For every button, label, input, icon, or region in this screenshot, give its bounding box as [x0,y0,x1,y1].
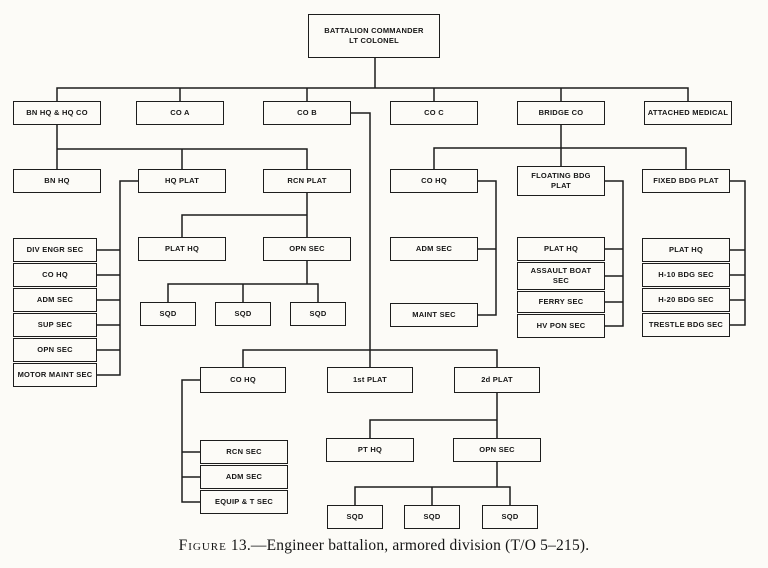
org-box-co-b-co-hq [200,367,286,393]
org-box-rcn-plat-hq [138,237,226,261]
box-label: SQD [501,512,519,522]
box-label: RCN PLAT [287,176,327,186]
org-box-co-a [136,101,224,125]
org-box-2d-plat [454,367,540,393]
box-label: OPN SEC [37,345,73,355]
org-box-div-engr-sec [13,238,97,262]
box-label: CO HQ [421,176,447,186]
box-label: 1st PLAT [353,375,387,385]
org-box-co-b-adm-sec [200,465,288,489]
org-box-2d-plat-opn-sec [453,438,541,462]
box-label: ADM SEC [415,244,453,254]
box-label: DIV ENGR SEC [26,245,84,255]
org-box-fixed-plat-hq [642,238,730,262]
org-box-ferry-sec [517,291,605,313]
org-box-bridge-adm-sec [390,237,478,261]
org-box-sqd-4 [327,505,383,529]
box-label: PT HQ [357,445,383,455]
box-label: 2d PLAT [481,375,513,385]
org-box-floating-bdg-plat [517,166,605,196]
box-label: CO C [424,108,444,118]
box-label: SQD [346,512,364,522]
org-box-sqd-5 [404,505,460,529]
box-label: MAINT SEC [412,310,456,320]
org-box-1st-plat [327,367,413,393]
org-box-attached-medical [644,101,732,125]
org-box-bridge-maint-sec [390,303,478,327]
figure-caption [0,537,768,555]
org-box-sqd-1 [140,302,196,326]
box-label: OPN SEC [479,445,515,455]
box-label: ADM SEC [36,295,74,305]
org-box-co-c [390,101,478,125]
org-box-hq-opn-sec [13,338,97,362]
org-box-sqd-2 [215,302,271,326]
org-box-h10-bdg-sec [642,263,730,287]
box-label: FIXED BDG PLAT [653,176,719,186]
org-box-bn-hq [13,169,101,193]
org-box-sup-sec [13,313,97,337]
org-box-bridge-co-hq [390,169,478,193]
org-box-assault-boat-sec [517,262,605,290]
box-label: CO HQ [230,375,256,385]
org-box-motor-maint-sec [13,363,97,387]
box-label: PLAT [550,181,572,190]
org-box-sqd-6 [482,505,538,529]
box-label: RCN SEC [226,447,262,457]
box-label: PLAT HQ [543,244,579,254]
box-label: BATTALION COMMANDER [324,26,424,36]
box-label: LT COLONEL [349,36,399,45]
box-label: OPN SEC [289,244,325,254]
box-label: TRESTLE BDG SEC [648,320,724,330]
org-box-pt-hq [326,438,414,462]
org-box-fixed-bdg-plat [642,169,730,193]
box-label: HQ PLAT [164,176,200,186]
box-label: SQD [159,309,177,319]
box-label: MOTOR MAINT SEC [17,370,93,380]
box-label: SQD [234,309,252,319]
box-label: H-20 BDG SEC [658,295,714,305]
org-box-sqd-3 [290,302,346,326]
box-label: CO B [297,108,317,118]
box-label: CO HQ [42,270,68,280]
org-box-co-b [263,101,351,125]
org-box-hq-adm-sec [13,288,97,312]
org-box-bridge-co [517,101,605,125]
box-label: H-10 BDG SEC [658,270,714,280]
box-label: ATTACHED MEDICAL [647,108,729,118]
org-box-hv-pon-sec [517,314,605,338]
box-label: HV PON SEC [536,321,586,331]
box-label: PLAT HQ [668,245,704,255]
box-label: ADM SEC [225,472,263,482]
org-box-h20-bdg-sec [642,288,730,312]
org-box-rcn-plat [263,169,351,193]
box-label: PLAT HQ [164,244,200,254]
figure-caption-label: Figure [178,537,227,554]
org-box-battalion-commander [308,14,440,58]
org-box-hq-co-hq [13,263,97,287]
figure-caption-text: 13.—Engineer battalion, armored division (T/O 5–215). [226,537,590,554]
box-label: FERRY SEC [538,297,584,307]
box-label: SQD [423,512,441,522]
box-label: BRIDGE CO [538,108,584,118]
org-box-bn-hq-and-hq-co [13,101,101,125]
box-label: BN HQ [44,176,70,186]
org-box-rcn-opn-sec [263,237,351,261]
box-label: SUP SEC [37,320,73,330]
org-box-floating-plat-hq [517,237,605,261]
org-box-hq-plat [138,169,226,193]
box-label: SQD [309,309,327,319]
box-label: SEC [552,276,570,285]
box-label: ASSAULT BOAT [530,266,592,276]
box-label: FLOATING BDG [531,171,591,181]
org-box-equip-and-t-sec [200,490,288,514]
box-label: EQUIP & T SEC [214,497,274,507]
org-box-trestle-bdg-sec [642,313,730,337]
box-label: BN HQ & HQ CO [26,108,88,118]
box-label: CO A [170,108,190,118]
org-box-rcn-sec [200,440,288,464]
